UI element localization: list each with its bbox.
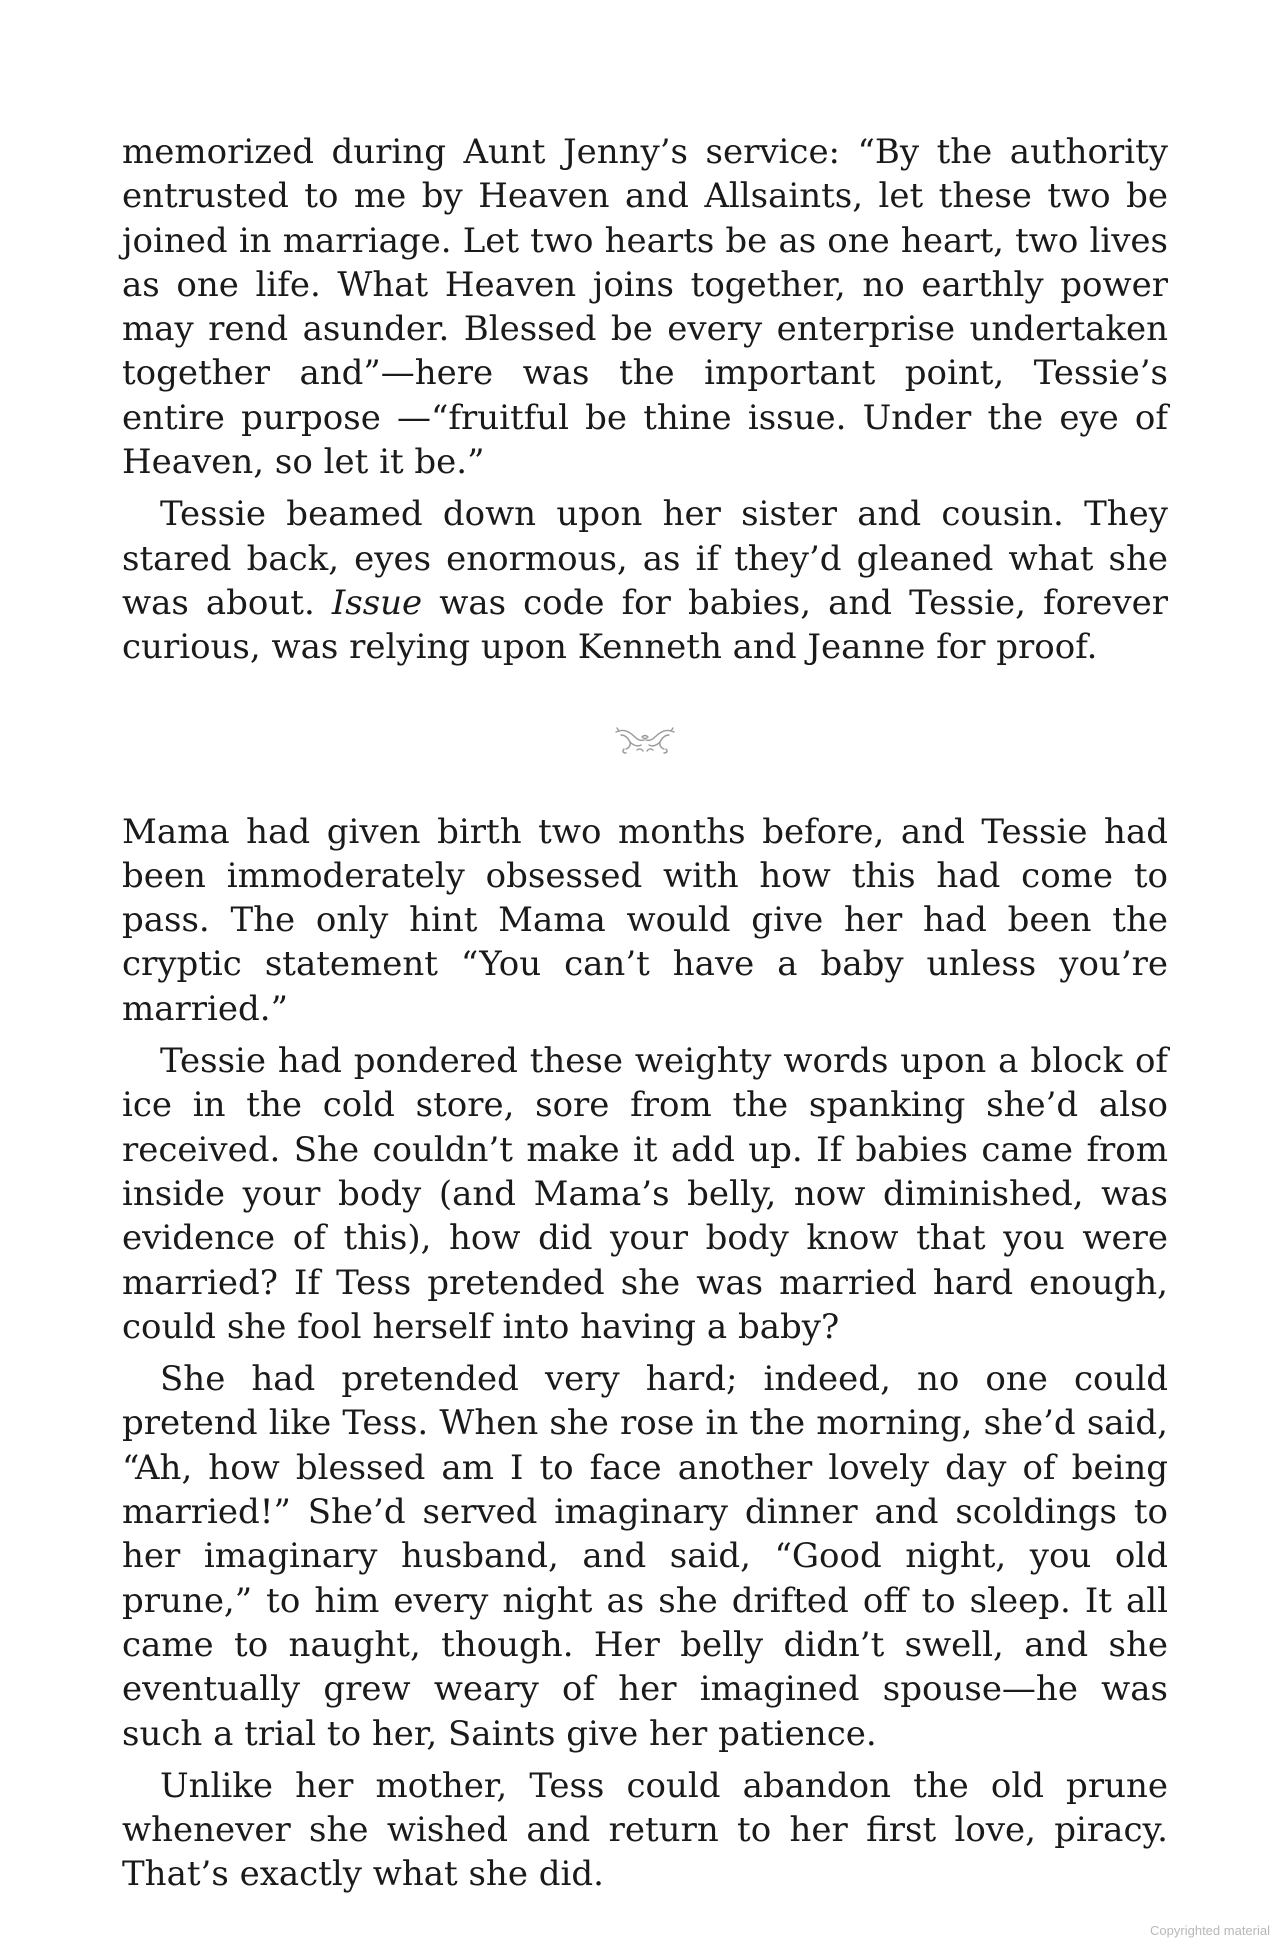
- twin-dragon-ornament-icon: [615, 723, 675, 757]
- paragraph-mama-birth: Mama had given birth two months before, and Tessie had been immoderately obsessed with how this had come to pass. The only hint Mama would give her had been the cryptic statement “You can’t have a baby unless you’re married.”: [122, 811, 1168, 1029]
- section-break: [122, 670, 1168, 810]
- paragraph-pondered: Tessie had pondered these weighty words upon a block of ice in the cold store, sore from the spanking she’d also received. She couldn’t make it add up. If babies came from inside your body (and Mama’s belly, now diminished, was evidence of this), how did your body know that you were married? If Tess pretended she was married hard enough, could she fool herself into having a baby?: [122, 1041, 1168, 1347]
- paragraph-unlike-mother: Unlike her mother, Tess could abandon the old prune whenever she wished and return to her first love, piracy. That’s exactly what she did.: [122, 1765, 1168, 1895]
- copyright-watermark: Copyrighted material: [1150, 1923, 1270, 1938]
- paragraph-pretended: She had pretended very hard; indeed, no one could pretend like Tess. When she rose in the morning, she’d said, “Ah, how blessed am I to face another lovely day of being married!” She’d served imaginary dinner and scoldings to her imaginary husband, and said, “Good night, you old prune,” to him every night as she drifted off to sleep. It all came to naught, though. Her belly didn’t swell, and she eventually grew weary of her imagined spouse—he was such a trial to her, Saints give her patience.: [122, 1359, 1168, 1754]
- paragraph-wedding-vows: memorized during Aunt Jenny’s service: “By the authority entrusted to me by Heaven and Allsaints, let these two be joined in marriage. Let two hearts be as one heart, two lives as one life. What Heaven joins together, no earthly power may rend asunder. Blessed be every enterprise undertaken together and”—here was the important point, Tessie’s entire purpose —“fruitful be thine issue. Under the eye of Heaven, so let it be.”: [122, 132, 1168, 483]
- paragraph-tessie-beamed: [122, 492, 1168, 669]
- paragraph-tessie-beamed-cont: was code for babies, and Tessie, forever curious, was relying upon Kenneth and Jeanne for proof.: [122, 582, 1168, 668]
- issue-emphasis: Issue: [331, 582, 423, 623]
- book-page: [122, 130, 1168, 1897]
- paragraph-tessie-beamed-text: Tessie beamed down upon her sister and cousin. They stared back, eyes enormous, as if they’d gleaned what she was about.: [122, 494, 1168, 623]
